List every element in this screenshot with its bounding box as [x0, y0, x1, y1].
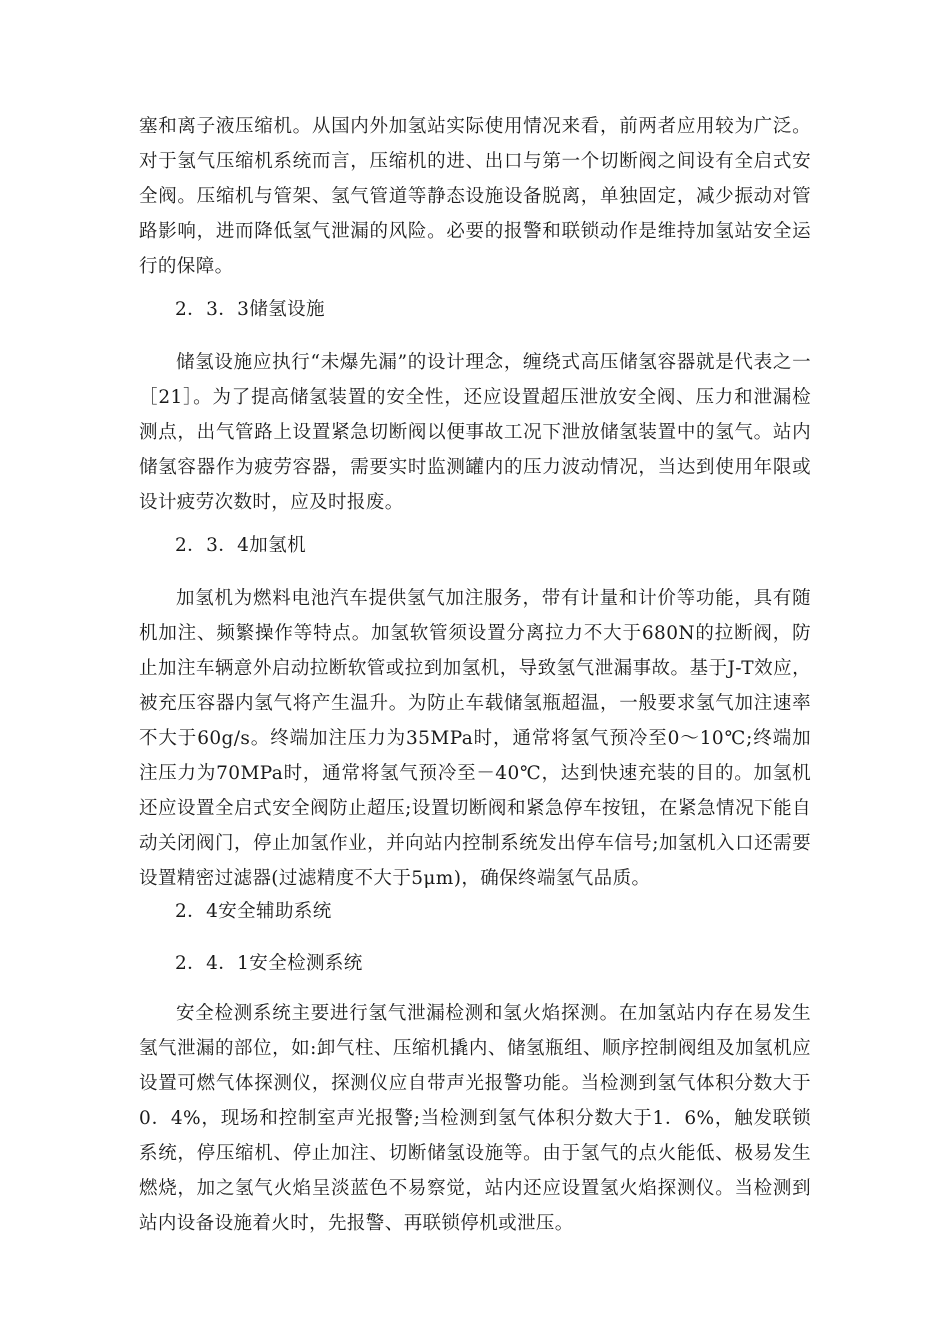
heading-2-4-1: 2．4．1安全检测系统 [175, 953, 363, 974]
paragraph-dispenser: 加氢机为燃料电池汽车提供氢气加注服务，带有计量和计价等功能，具有随机加注、频繁操作等特点。加氢软管须设置分离拉力不大于680N的拉断阀，防止加注车辆意外启动拉断软管或拉到加氢机，导致氢气泄漏事故。基于J-T效应，被充压容器内氢气将产生温升。为防止车载储氢瓶超温，一般要求氢气加注速率不大于60g/s。终端加注压力为35MPa时，通常将氢气预冷至0～10℃;终端加注压力为70MPa时，通常将氢气预冷至－40℃，达到快速充装的目的。加氢机还应设置全启式安全阀防止超压;设置切断阀和紧急停车按钮，在紧急情况下能自动关闭阀门，停止加氢作业，并向站内控制系统发出停车信号;加氢机入口还需要设置精密过滤器(过滤精度不大于5μm)，确保终端氢气品质。 [139, 588, 811, 889]
paragraph-hydrogen-storage: 储氢设施应执行“未爆先漏”的设计理念，缠绕式高压储氢容器就是代表之一［21］。为了提高储氢装置的安全性，还应设置超压泄放安全阀、压力和泄漏检测点，出气管路上设置紧急切断阀以便事故工况下泄放储氢装置中的氢气。站内储氢容器作为疲劳容器，需要实时监测罐内的压力波动情况，当达到使用年限或设计疲劳次数时，应及时报废。 [139, 352, 811, 513]
heading-2-3-3: 2．3．3储氢设施 [175, 299, 325, 320]
heading-2-4: 2．4安全辅助系统 [175, 901, 332, 922]
paragraph-safety-detection: 安全检测系统主要进行氢气泄漏检测和氢火焰探测。在加氢站内存在易发生氢气泄漏的部位，如:卸气柱、压缩机撬内、储氢瓶组、顺序控制阀组及加氢机应设置可燃气体探测仪，探测仪应自带声光报警功能。当检测到氢气体积分数大于0．4%，现场和控制室声光报警;当检测到氢气体积分数大于1．6%，触发联锁系统，停压缩机、停止加注、切断储氢设施等。由于氢气的点火能低、极易发生燃烧，加之氢气火焰呈淡蓝色不易察觉，站内还应设置氢火焰探测仪。当检测到站内设备设施着火时，先报警、再联锁停机或泄压。 [139, 1003, 811, 1234]
paragraph-compressor-continued: 塞和离子液压缩机。从国内外加氢站实际使用情况来看，前两者应用较为广泛。对于氢气压缩机系统而言，压缩机的进、出口与第一个切断阀之间设有全启式安全阀。压缩机与管架、氢气管道等静态设施设备脱离，单独固定，减少振动对管路影响，进而降低氢气泄漏的风险。必要的报警和联锁动作是维持加氢站安全运行的保障。 [139, 116, 811, 277]
heading-2-3-4: 2．3．4加氢机 [175, 535, 307, 556]
